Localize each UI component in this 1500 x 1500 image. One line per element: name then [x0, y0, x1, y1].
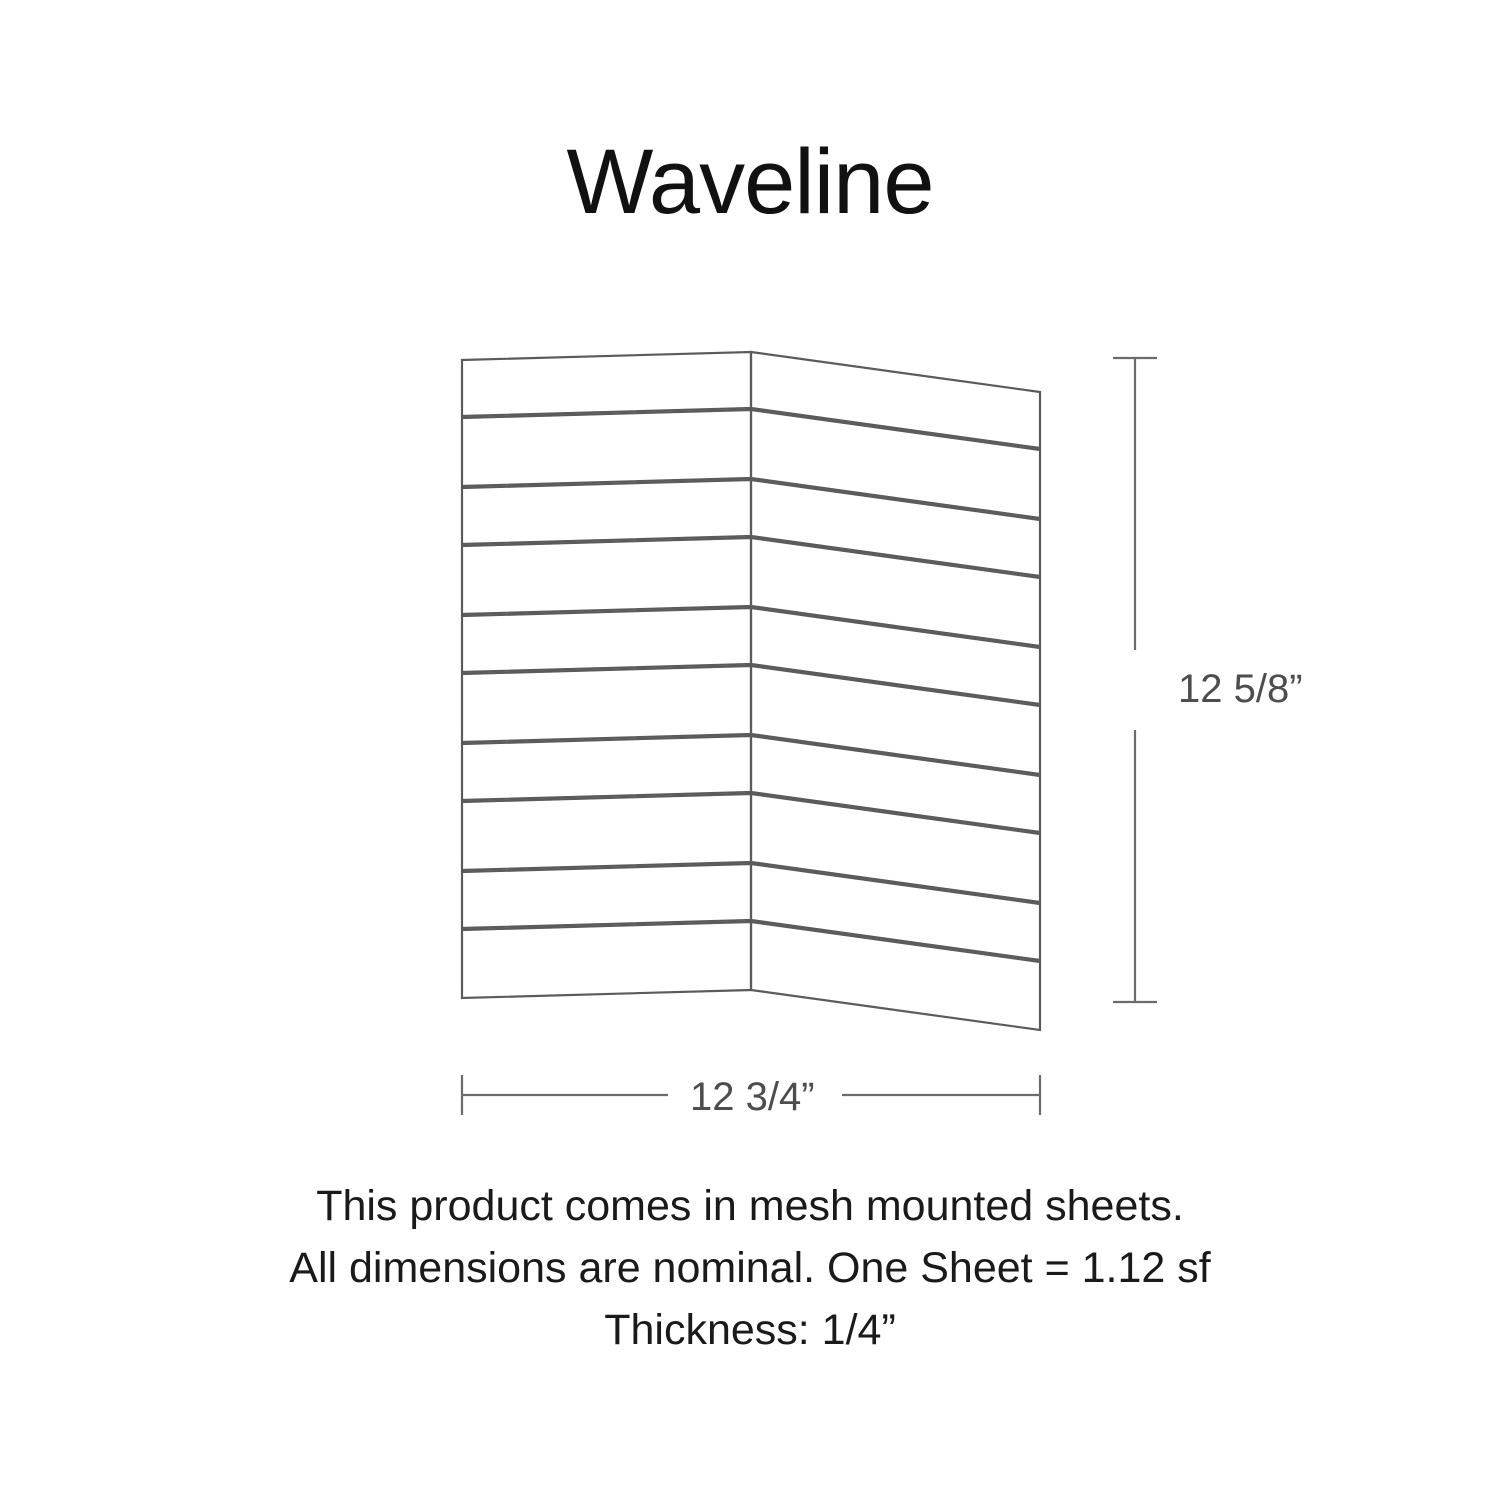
tile-diagram-svg [0, 330, 1500, 1150]
width-dimension-label: 12 3/4” [690, 1075, 815, 1119]
width-dimension [462, 1075, 1040, 1119]
page-title: Waveline [566, 131, 934, 233]
caption-line-2: All dimensions are nominal. One Sheet = 1.12 sf [289, 1244, 1211, 1292]
caption-line-1: This product comes in mesh mounted sheets. [316, 1182, 1184, 1230]
height-dimension [1113, 358, 1303, 1002]
caption-line-3: Thickness: 1/4” [604, 1306, 896, 1354]
product-caption [0, 1175, 1500, 1361]
height-dimension-label: 12 5/8” [1178, 667, 1303, 711]
tile-layout-diagram [0, 330, 1500, 1150]
tile-grid [462, 352, 1040, 1030]
